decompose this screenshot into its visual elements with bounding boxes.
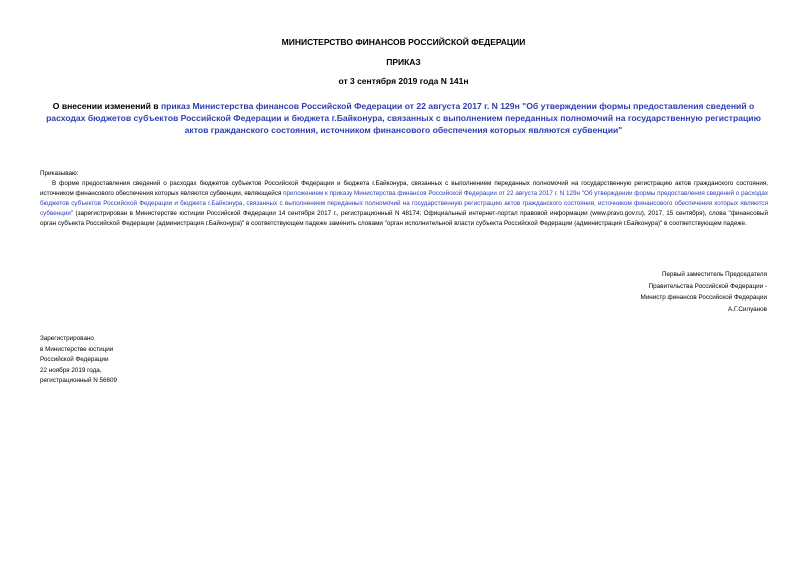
- signature-position-line3: Министр финансов Российской Федерации: [640, 294, 767, 301]
- document-date-number: от 3 сентября 2019 года N 141н: [338, 76, 469, 86]
- registration-line3: Российской Федерации: [40, 356, 109, 363]
- registration-line2: в Министерстве юстиции: [40, 345, 114, 353]
- document-type: ПРИКАЗ: [386, 57, 421, 67]
- registration-date: 22 ноября 2019 года,: [40, 366, 102, 374]
- document-body: [40, 169, 768, 229]
- appendix-link[interactable]: приложением к приказу Министерства финансов Российской Федерации от 22 августа 2017 г. N 129н "Об утверждении формы предоставления сведений о расходах бюджетов субъектов Российской Федерации и бюджета г.Байконура, связанных с выполнением переданных полномочий на государственную регистрацию актов гражданского состояния, источником финансового обеспечения которых являются субвенции": [40, 190, 768, 217]
- registration-block: [40, 334, 290, 387]
- signature-block: [517, 269, 767, 315]
- title-order-link[interactable]: приказ Министерства финансов Российской Федерации от 22 августа 2017 г. N 129н "Об утверждении формы предоставления сведений о расходах бюджетов субъектов Российской Федерации и бюджета г.Байконура, связанных с выполнением переданных полномочий на государственную регистрацию актов гражданского состояния, источником финансового обеспечения которых являются субвенции": [46, 101, 761, 135]
- main-paragraph: [40, 179, 768, 229]
- signature-position-line2: Правительства Российской Федерации -: [648, 282, 767, 290]
- title-prefix: О внесении изменений в: [52, 101, 161, 111]
- paragraph-text-start: В форме предоставления сведений о расходах бюджетов субъектов Российской Федерации и бюджета г.Байконура, связанных с выполнением переданных полномочий на государственную регистрацию актов гражданского состояния, источником финансового обеспечения которых являются субвенции, являющейся: [40, 180, 768, 197]
- intro-text: Приказываю:: [40, 170, 79, 177]
- signatory-name: А.Г.Силуанов: [728, 305, 767, 313]
- registration-number: регистрационный N 56609: [40, 377, 118, 384]
- ministry-heading: МИНИСТЕРСТВО ФИНАНСОВ РОССИЙСКОЙ ФЕДЕРАЦИИ: [281, 37, 526, 47]
- registration-line1: Зарегистрировано: [40, 335, 94, 342]
- signature-position-line1: Первый заместитель Председателя: [661, 271, 767, 278]
- paragraph-text-end: (зарегистрирован в Министерстве юстиции Российской Федерации 14 сентября 2017 г., регистрационный N 48174; Официальный интернет-портал правовой информации (www.pravo.gov.ru), 2017, 15 сентября), слова "финансовый орган субъекта Российской Федерации (администрация г.Байконура)" в соответствующем падеже заменить словами "орган исполнительной власти субъекта Российской Федерации (администрация г.Байконура)" в соответствующем падеже.: [40, 210, 768, 227]
- document-title: [35, 100, 772, 136]
